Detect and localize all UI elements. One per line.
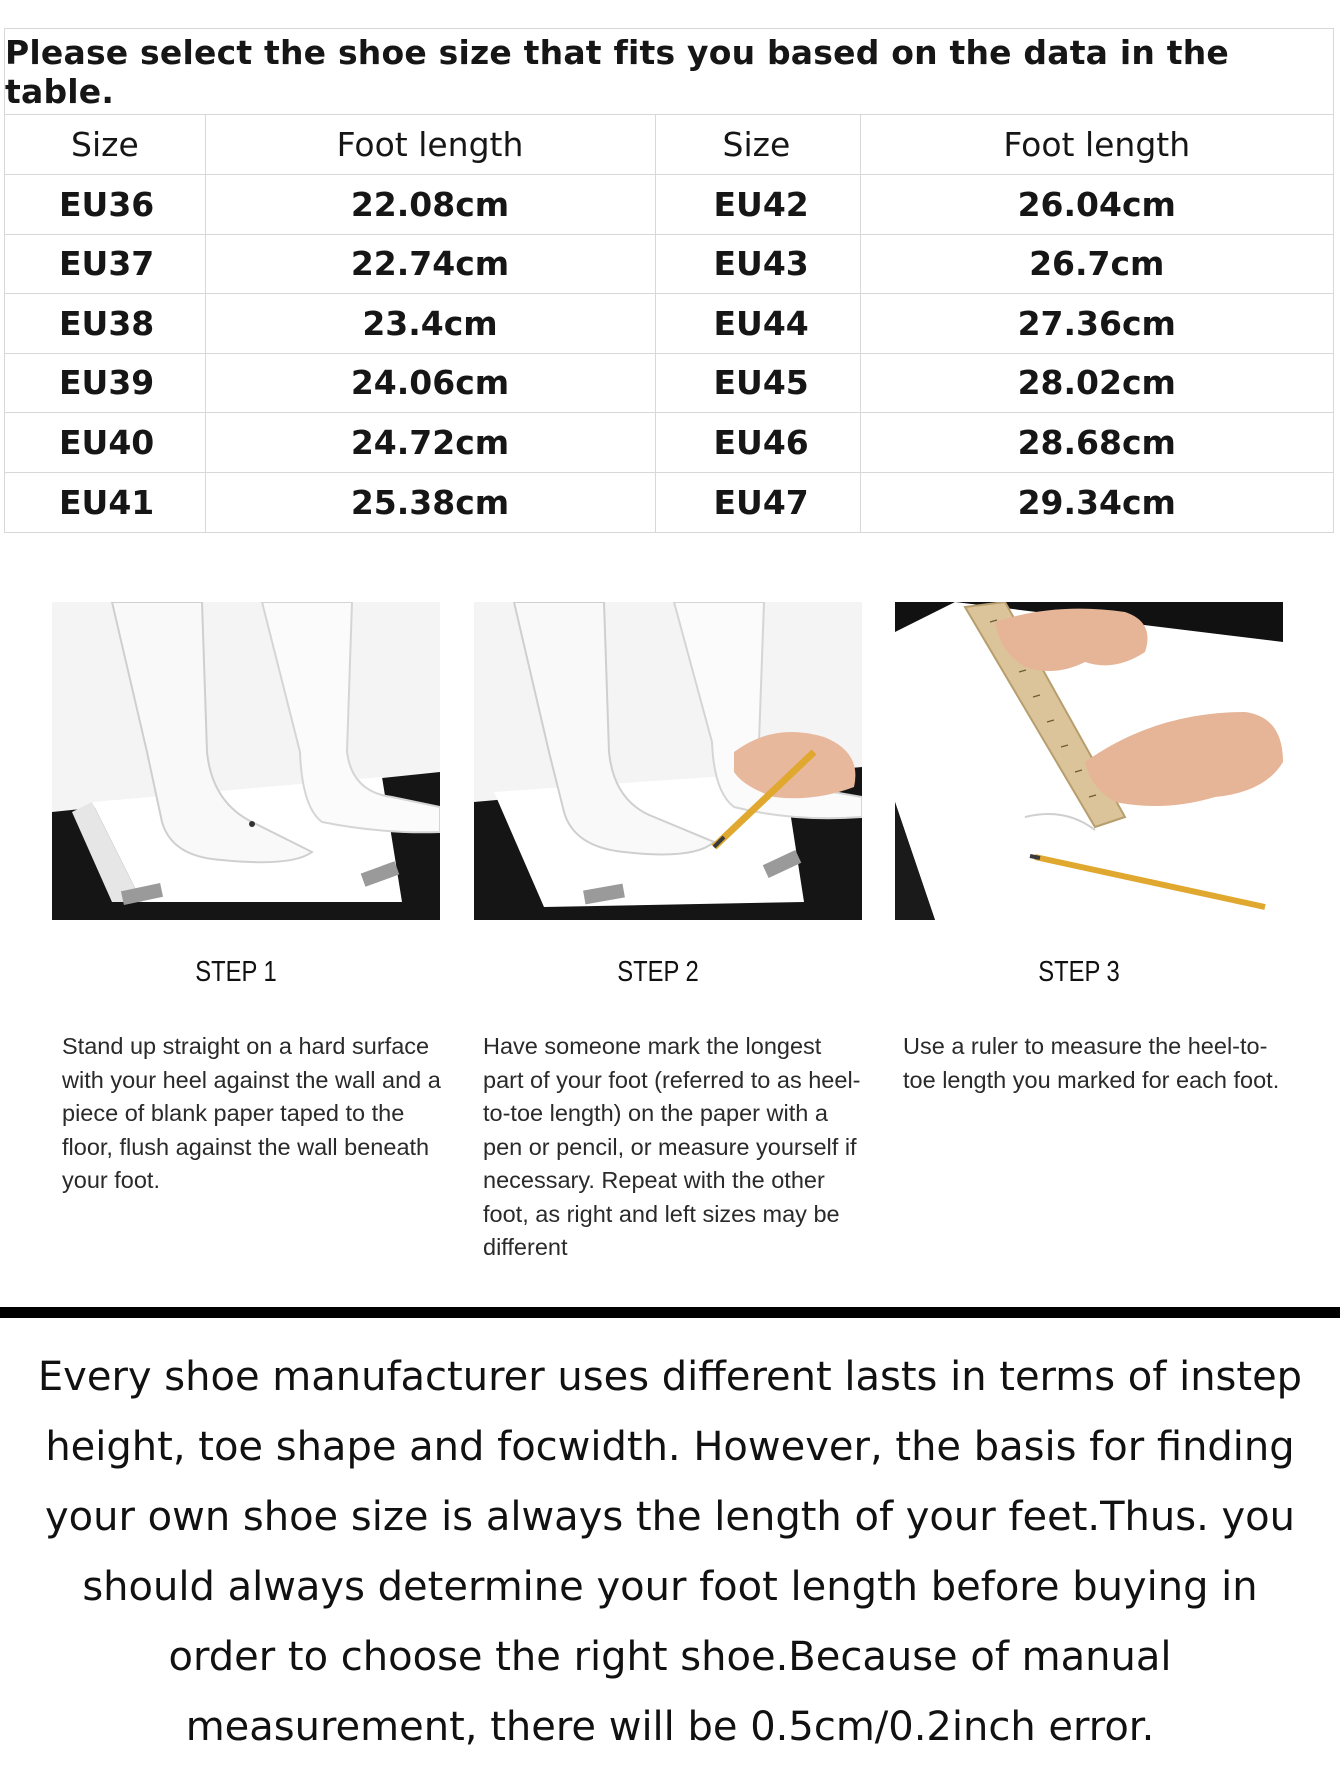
- step-1-photo: [52, 602, 440, 920]
- column-header-size: Size: [655, 115, 860, 175]
- table-row: [5, 472, 1333, 532]
- foot-length-cell: 29.34cm: [1017, 482, 1176, 522]
- size-cell: EU45: [655, 353, 860, 413]
- step-3-photo: [895, 602, 1283, 920]
- size-cell: EU42: [655, 175, 860, 235]
- size-cell: EU37: [5, 234, 205, 294]
- table-header-row: [5, 115, 1333, 175]
- sizing-note: Every shoe manufacturer uses different lasts in terms of instep height, toe shape and focwidth. However, the basis for finding your own shoe size is always the length of your feet.Thus. you should always determine your foot length before buying in order to choose the right shoe.Because of manual measurement, there will be 0.5cm/0.2inch error.: [37, 1354, 1303, 1750]
- size-table: [5, 115, 1333, 532]
- table-row: [5, 294, 1333, 354]
- step-3-title: STEP 3: [1038, 956, 1120, 988]
- size-cell: EU44: [655, 294, 860, 354]
- foot-length-cell: 28.68cm: [860, 413, 1333, 473]
- column-header-foot-length: Foot length: [205, 115, 655, 175]
- size-cell: EU39: [5, 353, 205, 413]
- step-1-title: STEP 1: [195, 956, 277, 988]
- column-header-size: Size: [5, 115, 205, 175]
- size-cell: EU46: [655, 413, 860, 473]
- step-2-photo: [474, 602, 862, 920]
- step-2-title: STEP 2: [617, 956, 699, 988]
- size-cell: EU41: [5, 472, 205, 532]
- foot-length-cell: 27.36cm: [860, 294, 1333, 354]
- size-cell: EU36: [5, 175, 205, 235]
- foot-length-cell: 26.7cm: [860, 234, 1333, 294]
- step-3-description: Use a ruler to measure the heel-to-toe length you marked for each foot.: [903, 1033, 1280, 1093]
- foot-length-cell: 23.4cm: [205, 294, 655, 354]
- column-header-foot-length: Foot length: [860, 115, 1333, 175]
- table-row: [5, 234, 1333, 294]
- table-row: [5, 175, 1333, 235]
- step-1-description: Stand up straight on a hard surface with your heel against the wall and a piece of blank paper taped to the floor, flush against the wall beneath your foot.: [62, 1033, 441, 1193]
- table-row: [5, 353, 1333, 413]
- size-cell: EU38: [5, 294, 205, 354]
- foot-length-cell: 22.74cm: [205, 234, 655, 294]
- table-row: [5, 413, 1333, 473]
- size-chart-title: Please select the shoe size that fits you based on the data in the table.: [5, 29, 1333, 115]
- size-chart: [4, 28, 1334, 533]
- step-2-description: Have someone mark the longest part of your foot (referred to as heel-to-toe length) on the paper with a pen or pencil, or measure yourself if necessary. Repeat with the other foot, as right and left sizes may be different: [483, 1033, 861, 1260]
- foot-length-cell: 25.38cm: [205, 472, 655, 532]
- foot-length-cell: 28.02cm: [860, 353, 1333, 413]
- foot-length-cell: 26.04cm: [860, 175, 1333, 235]
- size-cell: EU40: [5, 413, 205, 473]
- foot-length-cell: 22.08cm: [205, 175, 655, 235]
- section-divider: [0, 1307, 1340, 1318]
- foot-length-cell: 24.72cm: [205, 413, 655, 473]
- size-cell: EU47: [655, 472, 860, 532]
- size-cell: EU43: [655, 234, 860, 294]
- foot-length-cell: 24.06cm: [205, 353, 655, 413]
